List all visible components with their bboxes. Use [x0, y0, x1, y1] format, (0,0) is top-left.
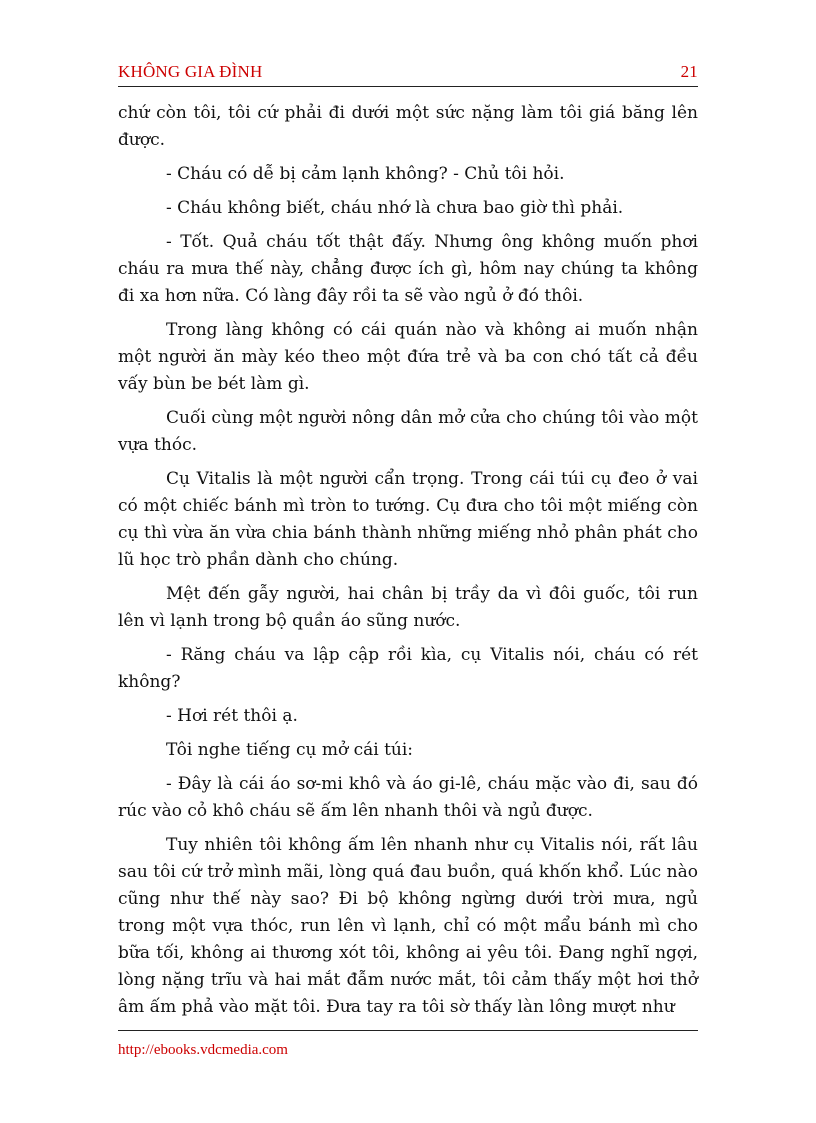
paragraph: Tuy nhiên tôi không ấm lên nhanh như cụ Vitalis nói, rất lâu sau tôi cứ trở mình mãi, lòng quá đau buồn, quá khốn khổ. Lúc nào cũng như thế này sao? Đi bộ không ngừng dưới trời mưa, ngủ trong một vựa thóc, run lên vì lạnh, chỉ có một mẩu bánh mì cho bữa tối, không ai thương xót tôi, không ai yêu tôi. Đang nghĩ ngợi, lòng nặng trĩu và hai mắt đẫm nước mắt, tôi cảm thấy một hơi thở âm ấm phả vào mặt tôi. Đưa tay ra tôi sờ thấy làn lông mượt như	[118, 835, 698, 1017]
page-body	[118, 100, 698, 1028]
paragraph: Cụ Vitalis là một người cẩn trọng. Trong cái túi cụ đeo ở vai có một chiếc bánh mì tròn to tướng. Cụ đưa cho tôi một miếng còn cụ thì vừa ăn vừa chia bánh thành những miếng nhỏ phân phát cho lũ học trò phần dành cho chúng.	[118, 469, 698, 570]
page-number: 21	[680, 62, 698, 81]
paragraph: chứ còn tôi, tôi cứ phải đi dưới một sức nặng làm tôi giá băng lên được.	[118, 103, 698, 150]
paragraph: - Cháu không biết, cháu nhớ là chưa bao giờ thì phải.	[166, 198, 624, 218]
header-divider	[118, 86, 698, 87]
paragraph: - Hơi rét thôi ạ.	[166, 706, 298, 726]
paragraph: - Tốt. Quả cháu tốt thật đấy. Nhưng ông không muốn phơi cháu ra mưa thế này, chẳng được ích gì, hôm nay chúng ta không đi xa hơn nữa. Có làng đây rồi ta sẽ vào ngủ ở đó thôi.	[118, 232, 698, 306]
paragraph: - Cháu có dễ bị cảm lạnh không? - Chủ tôi hỏi.	[166, 164, 565, 184]
footer-url[interactable]: http://ebooks.vdcmedia.com	[118, 1042, 288, 1058]
page-header	[118, 62, 698, 82]
paragraph: Tôi nghe tiếng cụ mở cái túi:	[166, 740, 414, 760]
paragraph: - Răng cháu va lập cập rồi kìa, cụ Vitalis nói, cháu có rét không?	[118, 645, 698, 692]
paragraph: Cuối cùng một người nông dân mở cửa cho chúng tôi vào một vựa thóc.	[118, 408, 698, 455]
paragraph: Trong làng không có cái quán nào và không ai muốn nhận một người ăn mày kéo theo một đứa trẻ và ba con chó tất cả đều vấy bùn be bét làm gì.	[118, 320, 698, 394]
book-title: KHÔNG GIA ĐÌNH	[118, 62, 263, 81]
paragraph: Mệt đến gẫy người, hai chân bị trầy da vì đôi guốc, tôi run lên vì lạnh trong bộ quần áo sũng nước.	[118, 584, 698, 631]
footer-divider	[118, 1030, 698, 1031]
paragraph: - Đây là cái áo sơ-mi khô và áo gi-lê, cháu mặc vào đi, sau đó rúc vào cỏ khô cháu sẽ ấm lên nhanh thôi và ngủ được.	[118, 774, 698, 821]
